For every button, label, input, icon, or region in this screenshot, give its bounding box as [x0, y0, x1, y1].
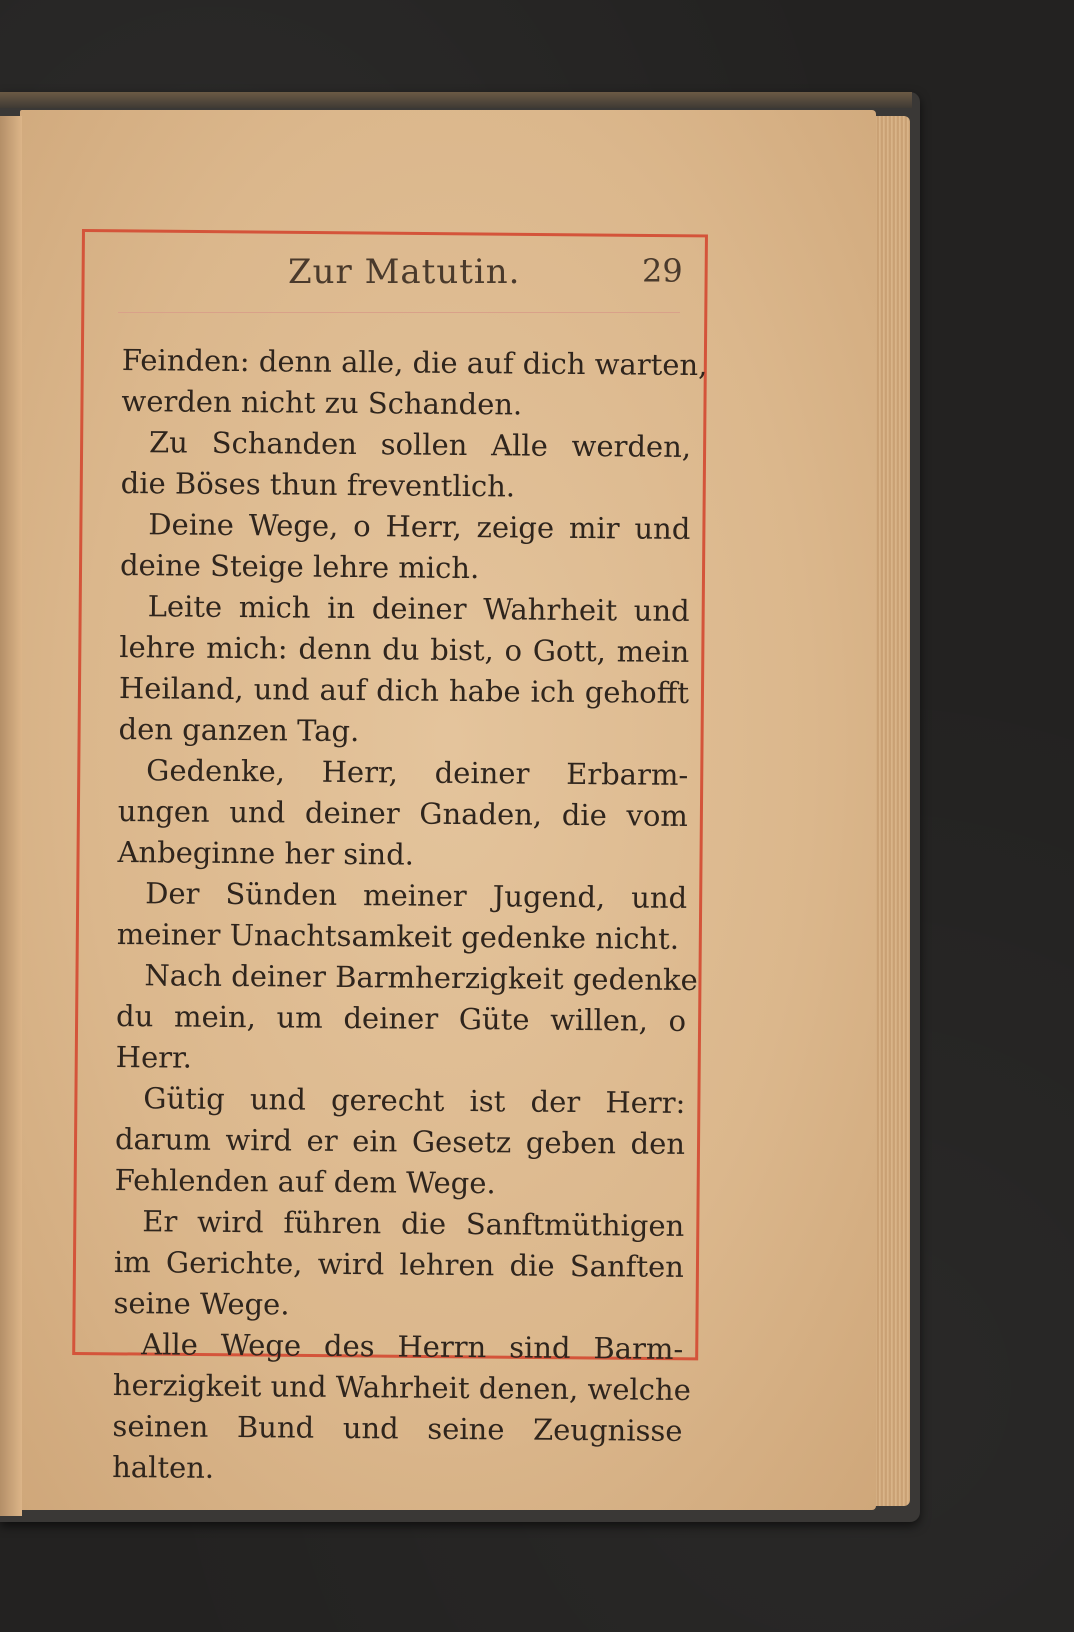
text-line: im Gerichte, wird lehren die Sanften	[113, 1244, 685, 1284]
header-rule	[118, 312, 680, 313]
text-line: seinen Bund und seine Zeugnisse	[112, 1408, 683, 1448]
text-line: Anbeginne her sind.	[117, 834, 415, 872]
text-line: Leite mich in deiner Wahrheit und	[147, 589, 690, 628]
text-line: Er wird führen die Sanftmüthigen	[142, 1204, 685, 1243]
text-line: Heiland, und auf dich habe ich gehofft	[118, 670, 690, 710]
text-line: die Böses thun freventlich.	[120, 465, 516, 504]
text-line: werden nicht zu Schanden.	[121, 383, 523, 422]
text-line: Deine Wege, o Herr, zeige mir und	[148, 507, 691, 546]
text-line: lehre mich: denn du bist, o Gott, mein	[119, 629, 690, 669]
text-line: halten.	[112, 1449, 215, 1485]
text-line: darum wird er ein Gesetz geben den	[114, 1121, 686, 1161]
body-text	[112, 340, 708, 1493]
facing-page-edge	[0, 116, 22, 1516]
text-line: Gütig und gerecht ist der Herr:	[143, 1081, 686, 1120]
running-head: Zur Matutin.	[288, 252, 521, 292]
text-line: Feinden: denn alle, die auf dich warten,	[121, 342, 708, 383]
text-line: Zu Schanden sollen Alle werden,	[148, 425, 692, 464]
text-line: den ganzen Tag.	[118, 711, 360, 749]
text-line: meiner Unachtsamkeit gedenke nicht.	[116, 916, 680, 956]
text-line: Gedenke, Herr, deiner Erbarm-	[146, 753, 689, 792]
text-line: ungen und deiner Gnaden, die vom	[117, 793, 689, 833]
text-line: Fehlenden auf dem Wege.	[114, 1162, 496, 1201]
text-line: Herr.	[115, 1039, 193, 1075]
page-number: 29	[642, 252, 683, 290]
text-line: du mein, um deiner Güte willen, o	[115, 998, 687, 1038]
text-line: Alle Wege des Herrn sind Barm-	[141, 1327, 684, 1366]
text-line: Nach deiner Barmherzigkeit gedenke	[144, 958, 698, 998]
cover-top-edge	[0, 92, 912, 108]
text-line: herzigkeit und Wahrheit denen, welche	[112, 1367, 691, 1408]
text-line: Der Sünden meiner Jugend, und	[145, 876, 688, 915]
text-line: seine Wege.	[113, 1285, 290, 1322]
text-line: deine Steige lehre mich.	[119, 547, 480, 586]
